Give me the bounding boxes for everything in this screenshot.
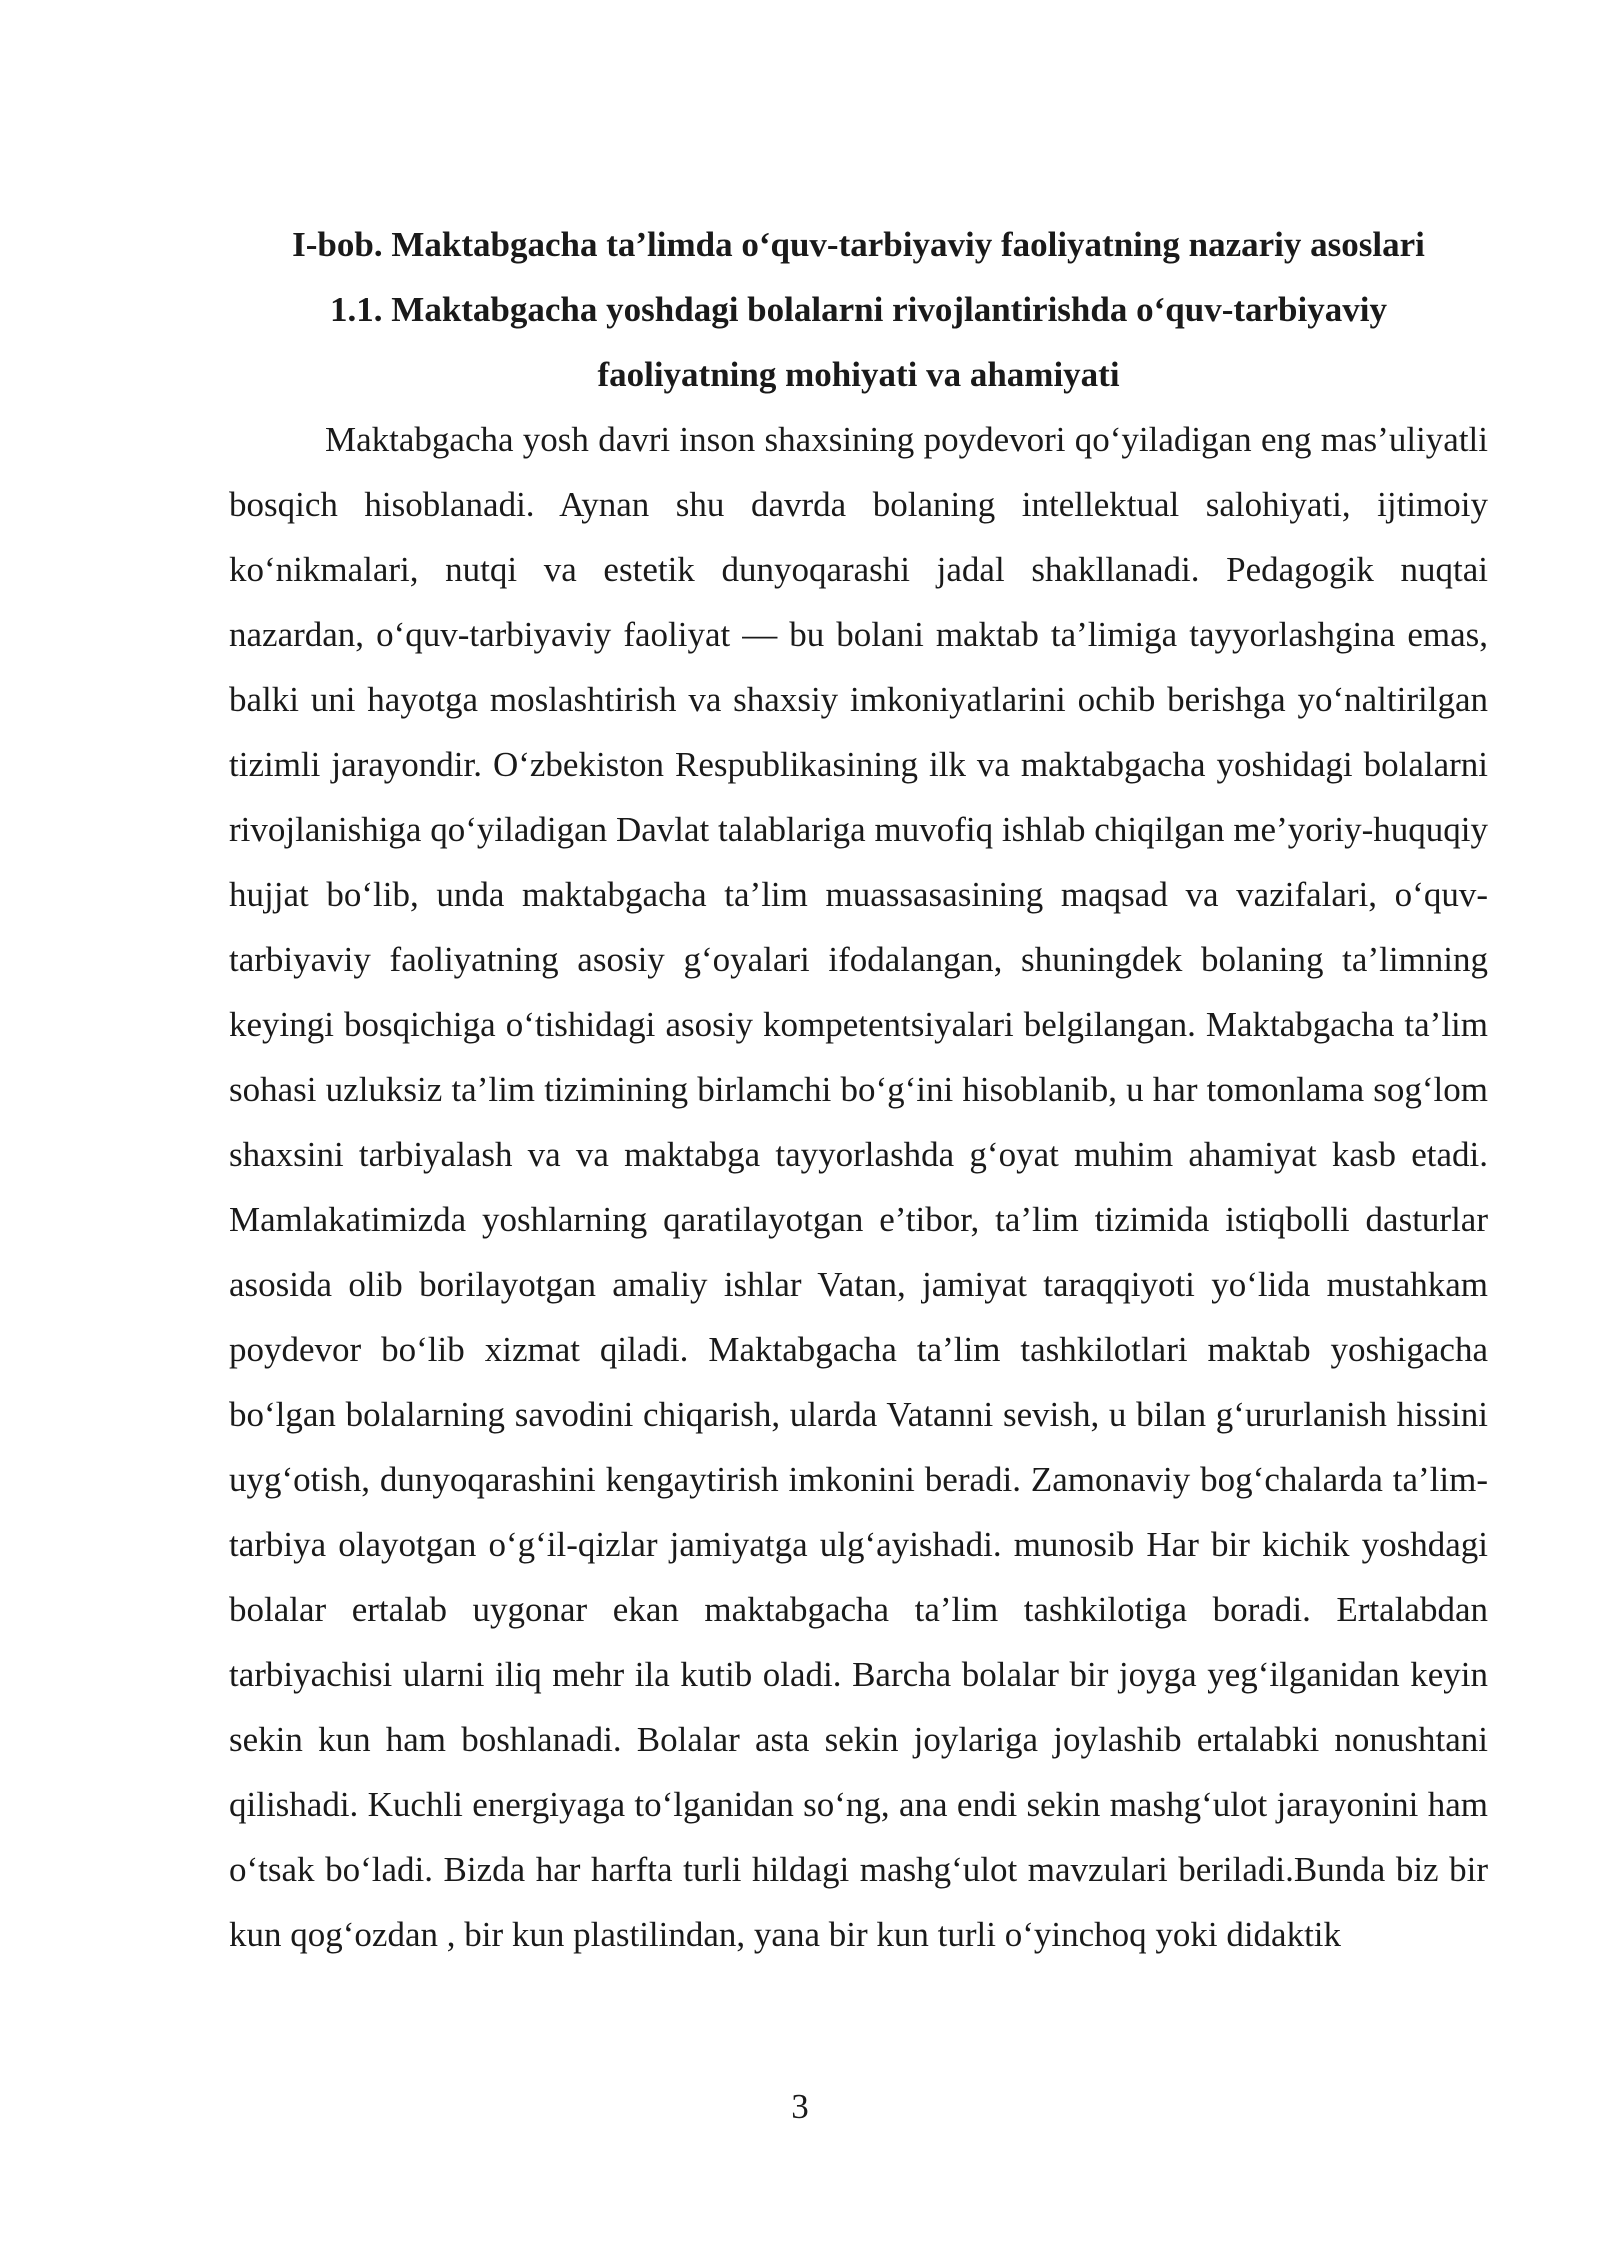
page-number: 3 (791, 2087, 809, 2126)
section-title: 1.1. Maktabgacha yoshdagi bolalarni rivojlantirishda o‘quv-tarbiyaviy faoliyatning mohiyati va ahamiyati (330, 290, 1387, 394)
chapter-title: I-bob. Maktabgacha ta’limda o‘quv-tarbiyaviy faoliyatning nazariy asoslari (292, 225, 1425, 264)
page-content (229, 212, 1488, 1967)
body-paragraph: Maktabgacha yosh davri inson shaxsining poydevori qo‘yiladigan eng mas’uliyatli bosqich hisoblanadi. Aynan shu davrda bolaning intellektual salohiyati, ijtimoiy ko‘nikmalari, nutqi va estetik dunyoqarashi jadal shakllanadi. Pedagogik nuqtai nazardan, o‘quv-tarbiyaviy faoliyat — bu bolani maktab ta’limiga tayyorlashgina emas, balki uni hayotga moslashtirish va shaxsiy imkoniyatlarini ochib berishga yo‘naltirilgan tizimli jarayondir. O‘zbekiston Respublikasining ilk va maktabgacha yoshidagi bolalarni rivojlanishiga qo‘yiladigan Davlat talablariga muvofiq ishlab chiqilgan me’yoriy-huquqiy hujjat bo‘lib, unda maktabgacha ta’lim muassasasining maqsad va vazifalari, o‘quv-tarbiyaviy faoliyatning asosiy g‘oyalari ifodalangan, shuningdek bolaning ta’limning keyingi bosqichiga o‘tishidagi asosiy kompetentsiyalari belgilangan. Maktabgacha ta’lim sohasi uzluksiz ta’lim tizimining birlamchi bo‘g‘ini hisoblanib, u har tomonlama sog‘lom shaxsini tarbiyalash va va maktabga tayyorlashda g‘oyat muhim ahamiyat kasb etadi. Mamlakatimizda yoshlarning qaratilayotgan e’tibor, ta’lim tizimida istiqbolli dasturlar asosida olib borilayotgan amaliy ishlar Vatan, jamiyat taraqqiyoti yo‘lida mustahkam poydevor bo‘lib xizmat qiladi. Maktabgacha ta’lim tashkilotlari maktab yoshigacha bo‘lgan bolalarning savodini chiqarish, ularda Vatanni sevish, u bilan g‘ururlanish hissini uyg‘otish, dunyoqarashini kengaytirish imkonini beradi. Zamonaviy bog‘chalarda ta’lim-tarbiya olayotgan o‘g‘il-qizlar jamiyatga ulg‘ayishadi. munosib Har bir kichik yoshdagi bolalar ertalab uygonar ekan maktabgacha ta’lim tashkilotiga boradi. Ertalabdan tarbiyachisi ularni iliq mehr ila kutib oladi. Barcha bolalar bir joyga yeg‘ilganidan keyin sekin kun ham boshlanadi. Bolalar asta sekin joylariga joylashib ertalabki nonushtani qilishadi. Kuchli energiyaga to‘lganidan so‘ng, ana endi sekin mashg‘ulot jarayonini ham o‘tsak bo‘ladi. Bizda har harfta turli hildagi mashg‘ulot mavzulari beriladi.Bunda biz bir kun qog‘ozdan , bir kun plastilindan, yana bir kun turli o‘yinchoq yoki didaktik (229, 420, 1488, 1954)
